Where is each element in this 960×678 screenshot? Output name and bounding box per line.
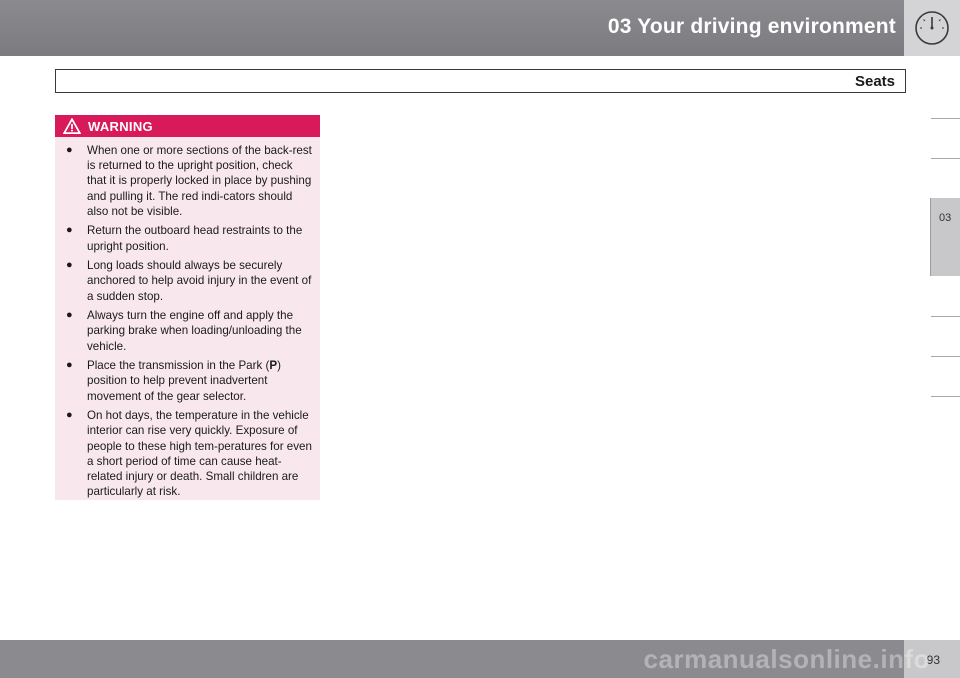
warning-item-text: Always turn the engine off and apply the parking brake when loading/unloading the vehicle. xyxy=(87,309,302,353)
warning-box xyxy=(55,115,320,500)
tab-divider xyxy=(931,158,960,159)
warning-header xyxy=(55,115,320,137)
bullet-icon: ● xyxy=(66,309,73,322)
tab-divider xyxy=(931,316,960,317)
park-gear-letter: P xyxy=(269,359,278,373)
warning-item xyxy=(55,143,312,219)
bullet-icon: ● xyxy=(66,409,73,422)
warning-item xyxy=(55,408,312,499)
warning-list xyxy=(55,137,320,499)
warning-triangle-icon xyxy=(62,117,82,135)
warning-item-text: Place the transmission in the Park ( xyxy=(87,359,270,373)
chapter-title: 03 Your driving environment xyxy=(607,15,896,38)
warning-item-text: Long loads should always be securely anchored to help avoid injury in the event of a sudden stop. xyxy=(87,259,312,303)
page-number: 93 xyxy=(926,653,940,667)
watermark: carmanualsonline.info xyxy=(643,644,930,674)
warning-item-text: On hot days, the temperature in the vehicle interior can rise very quickly. Exposure of people to these high tem-peratures for even a short period of time can cause heat-related injury or death. Small children are particularly at risk. xyxy=(87,409,312,499)
section-header xyxy=(55,69,906,93)
warning-item-text: When one or more sections of the back-rest is returned to the upright position, check that it is properly locked in place by pushing and pulling it. The red indi-cators should also not be visible. xyxy=(87,144,312,218)
section-title: Seats xyxy=(854,73,895,90)
bullet-icon: ● xyxy=(66,144,73,156)
tab-divider xyxy=(931,396,960,397)
chapter-icon-box xyxy=(904,0,960,56)
chapter-tab xyxy=(930,198,960,276)
chapter-tab-label: 03 xyxy=(939,212,952,224)
header-bar xyxy=(0,0,960,56)
bullet-icon: ● xyxy=(66,359,73,372)
warning-item xyxy=(55,308,312,354)
warning-item xyxy=(55,258,312,304)
tab-divider xyxy=(931,356,960,357)
warning-title: WARNING xyxy=(88,119,153,134)
warning-item-text: ) position to help prevent inadvertent movement of the gear selector. xyxy=(87,359,281,403)
bullet-icon: ● xyxy=(66,259,73,272)
tab-divider xyxy=(931,118,960,119)
warning-item-text: Return the outboard head restraints to the upright position. xyxy=(87,224,303,253)
speedometer-icon xyxy=(913,9,951,47)
warning-item xyxy=(55,223,312,253)
bullet-icon: ● xyxy=(66,224,73,237)
warning-item xyxy=(55,358,312,404)
